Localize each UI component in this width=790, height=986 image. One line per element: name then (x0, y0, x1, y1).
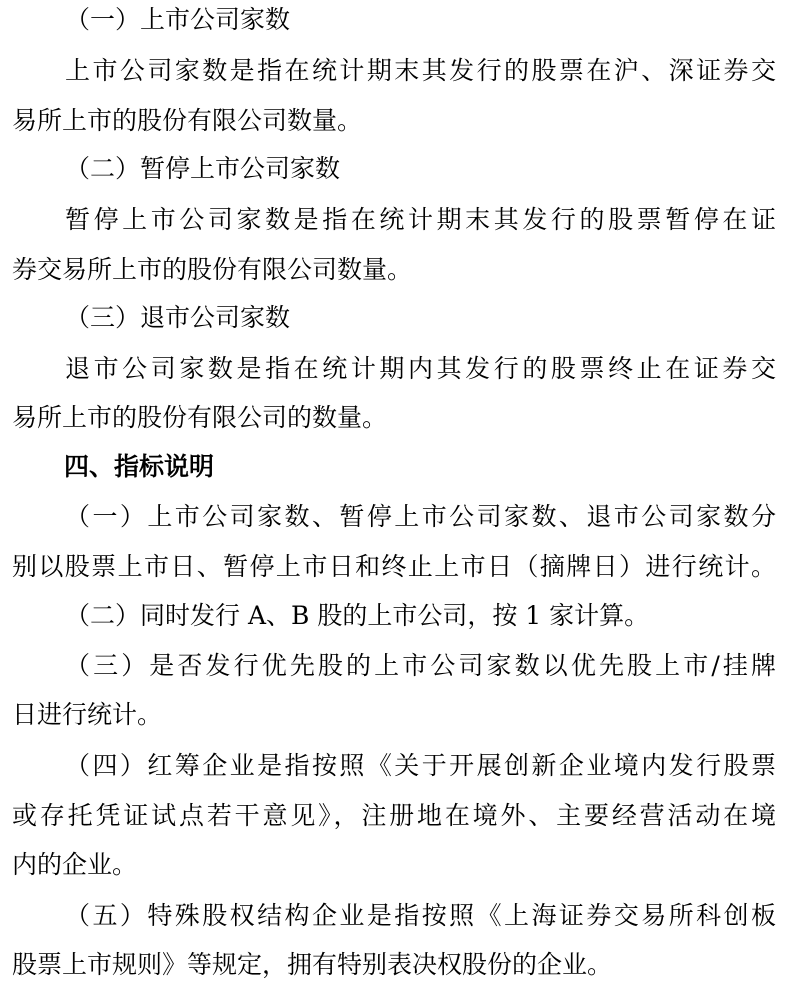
note-1-line-1: （一）上市公司家数、暂停上市公司家数、退市公司家数分 (65, 502, 776, 531)
definition-suspended-line-1: 暂停上市公司家数是指在统计期末其发行的股票暂停在证 (65, 205, 776, 234)
section-heading-indicator-notes: 四、指标说明 (64, 452, 215, 481)
definition-listed-line-1: 上市公司家数是指在统计期末其发行的股票在沪、深证券交 (65, 56, 776, 85)
subheading-listed-companies: （一）上市公司家数 (65, 5, 291, 34)
note-4-line-2: 或存托凭证试点若干意见》，注册地在境外、主要经营活动在境 (12, 801, 776, 830)
note-5-line-2: 股票上市规则》等规定，拥有特别表决权股份的企业。 (12, 950, 613, 979)
note-4-line-1: （四）红筹企业是指按照《关于开展创新企业境内发行股票 (65, 751, 776, 780)
note-1-line-2: 别以股票上市日、暂停上市日和终止上市日（摘牌日）进行统计。 (12, 552, 776, 581)
definition-suspended-line-2: 券交易所上市的股份有限公司数量。 (12, 255, 413, 284)
note-4-line-3: 内的企业。 (12, 850, 138, 879)
note-3-line-1: （三）是否发行优先股的上市公司家数以优先股上市/挂牌 (65, 651, 776, 680)
subheading-delisted-companies: （三）退市公司家数 (65, 303, 291, 332)
note-3-line-2: 日进行统计。 (12, 700, 163, 729)
definition-delisted-line-1: 退市公司家数是指在统计期内其发行的股票终止在证券交 (65, 354, 776, 383)
note-2-line-1: （二）同时发行 A、B 股的上市公司，按 1 家计算。 (65, 601, 650, 630)
definition-listed-line-2: 易所上市的股份有限公司数量。 (12, 106, 363, 135)
subheading-suspended-companies: （二）暂停上市公司家数 (65, 154, 341, 183)
note-5-line-1: （五）特殊股权结构企业是指按照《上海证券交易所科创板 (65, 901, 776, 930)
definition-delisted-line-2: 易所上市的股份有限公司的数量。 (12, 403, 388, 432)
